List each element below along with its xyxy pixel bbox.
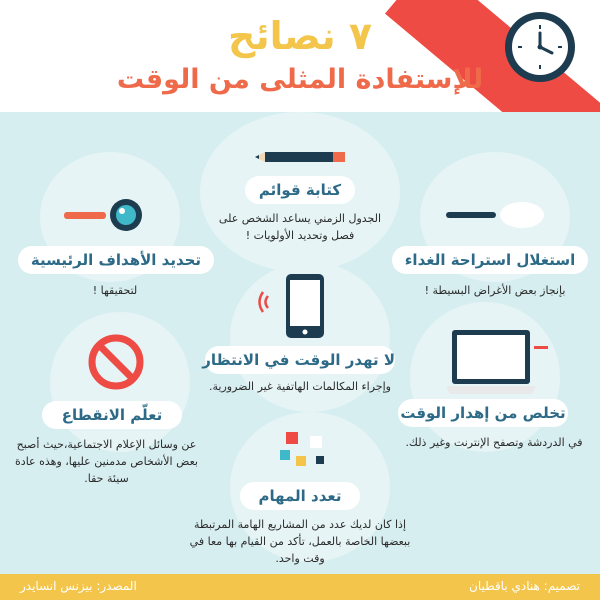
tip-title: لا تهدر الوقت في الانتظار [205, 346, 395, 374]
tip-body: بإنجاز بعض الأغراض البسيطة ! [424, 284, 566, 297]
header [0, 0, 600, 112]
tip-body: في الدردشة وتصفح الإنترنت وغير ذلك. [405, 436, 583, 449]
laptop-icon [446, 326, 556, 396]
tips-panel [0, 112, 600, 574]
phone-icon [258, 274, 330, 340]
tip-title: تعدد المهام [240, 482, 360, 510]
tip-title: تحديد الأهداف الرئيسية [18, 246, 214, 274]
main-title: ٧ نصائح [227, 14, 373, 58]
footer [0, 574, 600, 600]
design-credit: تصميم: هنادي باقطيان [469, 579, 580, 593]
tip-body: إذا كان لديك عدد من المشاريع الهامة المرتبطة ببعضها الخاصة بالعمل، تأكد من القيام بها معا في وقت واحد. [189, 518, 411, 565]
tip-title: استغلال استراحة الغداء [392, 246, 588, 274]
tip-title: تخلص من إهدار الوقت [398, 399, 568, 427]
no-entry-icon [88, 334, 144, 390]
spoon-icon [446, 200, 546, 230]
squares-icon [280, 430, 326, 470]
tip-body: لتحقيقها ! [92, 284, 138, 297]
tip-body: وإجراء المكالمات الهاتفية غير الضرورية. [209, 380, 391, 393]
tip-title: كتابة قوائم [245, 176, 355, 204]
subtitle: للإستفادة المثلى من الوقت [116, 64, 484, 95]
source-credit: المصدر: بيزنس انسايدر [20, 579, 137, 593]
tip-title: تعلّم الانقطاع [42, 401, 182, 429]
tip-body: عن وسائل الإعلام الاجتماعية،حيث أصبح بعض الأشخاص مدمنين عليها، وهذه عادة سيئة حقا. [15, 438, 198, 485]
magnifier-icon [64, 198, 146, 232]
pencil-icon [255, 150, 345, 164]
tip-body: الجدول الزمني يساعد الشخص على فصل وتحديد الأولويات ! [218, 212, 382, 242]
